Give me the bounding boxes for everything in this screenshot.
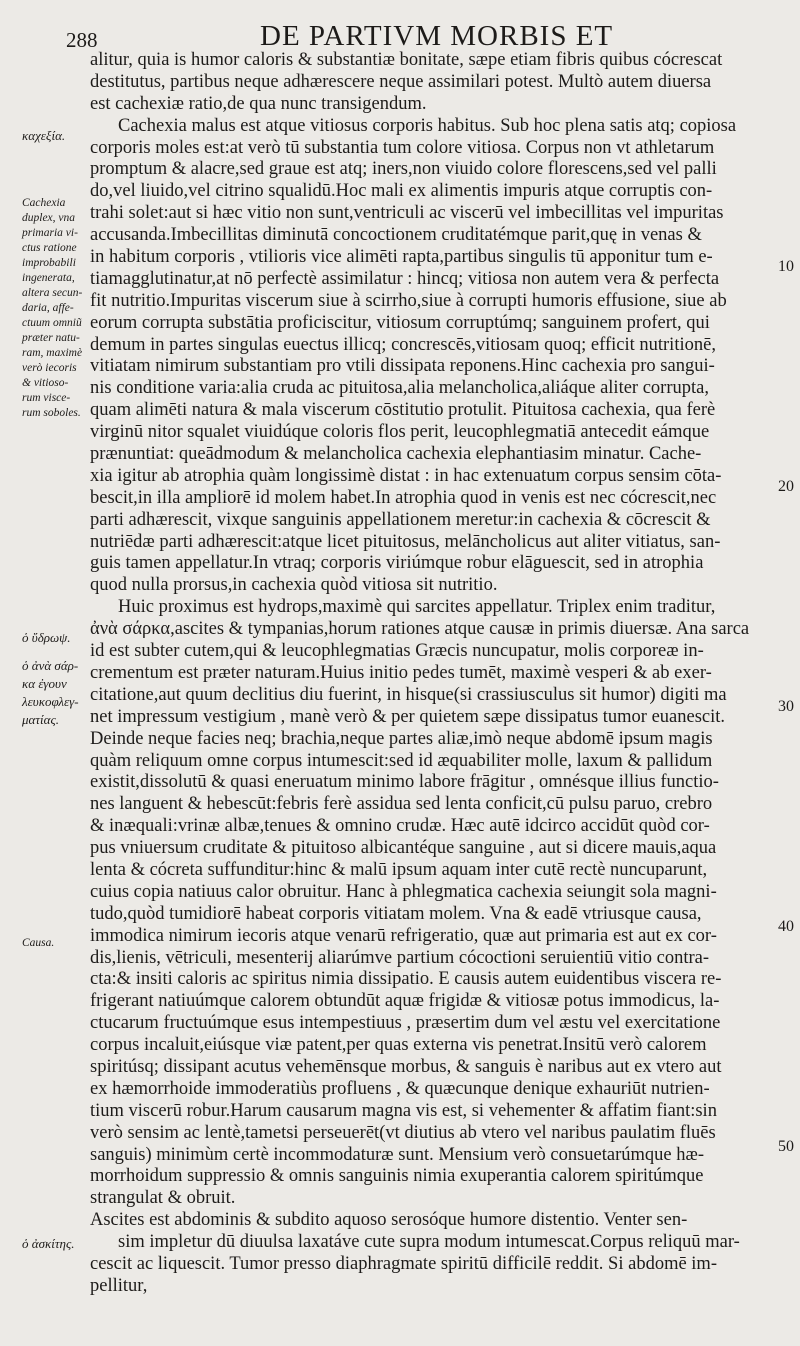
margin-note: Cachexia — [22, 197, 66, 209]
margin-note: λευκοφλεγ- — [22, 694, 79, 709]
text-line: guis tamen appellatur.In vtraq; corporis viriúmque robur elāguescit, sed in atrophia — [90, 553, 704, 574]
text-line: dis,lienis, vētriculi, mesenterij aliarúmve partium cócoctioni seruientiū vitio contra- — [90, 947, 710, 968]
text-line: id est subter cutem,qui & leucophlegmatias Græcis nuncupatur, molis corporeæ in- — [90, 641, 704, 662]
text-line: tiamagglutinatur,at nō perfectè assimilatur : hincq; vitiosa non autem vera & perfecta — [90, 268, 720, 289]
text-line: frigerant natiuúmque calorem obtundūt aquæ frigidæ & vitiosæ potus immodicus, la- — [90, 991, 720, 1012]
text-line: immodica nimirum iecoris atque venarū refrigeratio, quæ aut primaria est aut ex cor- — [90, 925, 717, 946]
text-line: cuius copia natiuus calor obruitur. Hanc à phlegmatica cachexia seiungit sola magni- — [90, 881, 717, 902]
running-head: DE PARTIVM MORBIS ET — [260, 20, 614, 52]
text-line: sanguis) minimùm certè incommodaturæ sunt. Mensium verò consuetarúmque hæ- — [90, 1144, 704, 1165]
text-line: xia igitur ab atrophia quàm longissimè distat : in hac extenuatum corpus sensim cōta- — [90, 465, 722, 486]
text-line: nis conditione varia:alia cruda ac pituitosa,alia melancholica,aliáque aliter corrupta, — [90, 378, 709, 399]
margin-note: ὁ ἀσκίτης. — [22, 1236, 75, 1251]
margin-note: ingenerata, — [22, 272, 75, 284]
text-line: tudo,quòd tumidiorē habeat corporis vitiatam molem. Vna & eadē vtriusque causa, — [90, 903, 702, 924]
margin-note: verò iecoris — [22, 362, 77, 374]
text-line: quàm reliquum omne corpus intumescit:sed id æquabiliter molle, laxum & pallidum — [90, 750, 713, 771]
text-line: promptum & alacre,sed graue est atq; iners,non viuido colore florescens,sed vel palli — [90, 159, 717, 180]
text-line: spiritúsq; dissipant acutus vehemēnsque morbus, & sanguis è naribus aut ex vtero aut — [90, 1056, 722, 1077]
text-line: cescit ac liquescit. Tumor presso diaphragmate spiritū difficilē reddit. Si abdomē im- — [90, 1253, 717, 1274]
text-line: pellitur, — [90, 1275, 148, 1296]
text-line: nes languent & hebescūt:febris ferè assidua sed lenta conficit,cū pulsu paruo, crebro — [90, 794, 713, 815]
text-line: do,vel liuido,vel citrino squalidū.Hoc mali ex alimentis impuris atque corruptis con- — [90, 181, 713, 202]
margin-note: daria, affe- — [22, 302, 74, 314]
page-header — [62, 6, 782, 52]
text-line: net impressum vestigium , manè verò & per quietem sæpe dissipatus tumor euanescit. — [90, 706, 726, 727]
text-line: corporis moles est:at verò tū substantia tum colore vitiosa. Corpus non vt athletarum — [90, 137, 715, 158]
text-line: demum in partes singulas euectus illicq; concrescēs,vitiosam quoq; efficit nutritionē, — [90, 334, 716, 355]
text-line: & inæquali:vrinæ albæ,tenues & omnino crudæ. Hæc autē idcirco accidūt quòd cor- — [90, 816, 710, 837]
text-line: existit,dissolutū & quasi eneruatum minimo labore frāgitur , omnésque illius functio- — [90, 772, 719, 793]
text-line: fit nutritio.Impuritas viscerum siue à scirrho,siue à corrupti humoris effusione, siue ab — [90, 290, 727, 311]
text-line: eorum corrupta substātia proficiscitur, vitiosum corruptúmq; sanguinem profert, qui — [90, 312, 710, 333]
margin-note: καχεξία. — [22, 128, 66, 143]
text-line: citatione,aut quum declitius diu fuerint, in hisque(si crassiusculus sit humor) digiti ma — [90, 684, 727, 705]
text-line: accusanda.Imbecillitas diminutā concoctionem cruditatémque parit,quę in venas & — [90, 225, 702, 246]
margin-note: improbabili — [22, 257, 76, 269]
margin-note: κα ἐγουν — [22, 676, 67, 691]
text-line: lenta & cócreta suffunditur:hinc & malū ipsum aquam inter cutē rectè nuncuparunt, — [90, 859, 708, 880]
text-line: ex hæmorrhoide immoderatiùs profluens , & quæcunque denique exhauriūt nutrien- — [90, 1078, 710, 1099]
text-line: morrhoidum suppressio & omnis sanguinis nimia exuperantia calorem spiritúmque — [90, 1166, 704, 1187]
text-line: Ascites est abdominis & subdito aquoso serosóque humore distentio. Venter sen- — [90, 1210, 688, 1231]
text-line: nutriēdæ parti adhærescit:atque licet pituitosus, melāncholicus aut aliter vitiatus, san- — [90, 531, 721, 552]
margin-note: rum visce- — [22, 392, 71, 404]
text-line: destitutus, partibus neque adhærescere neque assimilari potest. Multò autem diuersa — [90, 71, 712, 92]
margin-note: ram, maximè — [22, 347, 83, 359]
text-line: verò sensim ac lentè,tametsi perseuerēt(vt diutius ab vtero vel naribus paulatim fluēs — [90, 1122, 716, 1143]
text-line: alitur, quia is humor caloris & substantiæ bonitate, sæpe etiam fibris quibus cócrescat — [90, 50, 723, 70]
margin-note: ὁ ὕδρωψ. — [22, 630, 71, 645]
text-line: ctucarum fructuúmque esus intempestiuus , præsertim dum vel æstu vel exercitatione — [90, 1013, 721, 1034]
text-line: est cachexiæ ratio,de qua nunc transigendum. — [90, 93, 427, 114]
text-line: ἀνὰ σάρκα,ascites & tympanias,horum rationes atque causæ in primis diuersæ. Ana sarca — [90, 619, 750, 640]
margin-note: ctus ratione — [22, 242, 77, 254]
text-line: prænuntiat: queādmodum & melancholica cachexia elephantiasim minatur. Cache- — [90, 444, 702, 465]
margin-note: altera secun- — [22, 287, 83, 299]
text-line: Cachexia malus est atque vitiosus corporis habitus. Sub hoc plena satis atq; copiosa — [118, 115, 737, 136]
text-line: bescit,in illa ampliorē id molem habet.In atrophia quod in venis est nec cócrescit,nec — [90, 487, 717, 508]
line-number: 50 — [778, 1138, 794, 1155]
text-line: trahi solet:aut si hæc vitio non sunt,ventriculi ac viscerū vel imbecillitas vel impuritas — [90, 203, 724, 224]
margin-note: ματίας. — [22, 712, 59, 727]
margin-note: Causa. — [22, 937, 55, 949]
text-line: quod nulla prorsus,in cachexia quòd vitiosa sit nutritio. — [90, 575, 498, 596]
text-line: tium viscerū robur.Harum causarum magna vis est, si vehementer & affatim fiant:sin — [90, 1100, 717, 1121]
text-line: quam alimēti natura & mala viscerum cōstitutio protulit. Pituitosa cachexia, qua ferè — [90, 400, 716, 421]
text-line: crementum est præter naturam.Huius initio pedes tumēt, maximè vesperi & ab exer- — [90, 662, 712, 683]
text-line: in habitum corporis , vtilioris vice alimēti rapta,partibus singulis tū apponitur tum e- — [90, 247, 713, 268]
body-text — [90, 50, 786, 1298]
margin-note: primaria vi- — [22, 227, 78, 239]
margin-note: ctuum omniũ — [22, 317, 82, 329]
line-number: 10 — [778, 258, 794, 275]
line-number: 40 — [778, 918, 794, 935]
page-number: 288 — [66, 28, 98, 52]
text-line: vitiatam nimirum substantiam pro vtili dissipata reponens.Hinc cachexia pro sangui- — [90, 356, 715, 377]
text-line: parti adhærescit, vixque sanguinis appellationem meretur:in cachexia & cōcrescit & — [90, 509, 711, 530]
text-line: Deinde neque facies neq; brachia,neque partes aliæ,imò neque abdomē ipsum magis — [90, 728, 713, 749]
line-number: 30 — [778, 698, 794, 715]
margin-note: præter natu- — [22, 332, 80, 344]
text-line: corpus incaluit,eiúsque viæ patent,per quas externa vis penetrat.Insitū verò calorem — [90, 1035, 707, 1056]
text-line: sim impletur dū diuulsa laxatáve cute supra modum intumescat.Corpus reliquū mar- — [118, 1232, 740, 1253]
text-line: cta:& insiti caloris ac spiritus nimia dissipatio. E causis autem euidentibus viscera re- — [90, 969, 722, 990]
margin-note: rum soboles. — [22, 407, 81, 419]
text-line: pus vniuersum cruditate & pituitoso albicantéque sanguine , aut si dicere mauis,aqua — [90, 838, 717, 859]
text-line: Huic proximus est hydrops,maximè qui sarcites appellatur. Triplex enim traditur, — [118, 597, 716, 618]
margin-note: ὁ ἀνὰ σάρ- — [22, 658, 79, 673]
margin-note: duplex, vna — [22, 212, 76, 224]
text-line: strangulat & obruit. — [90, 1188, 236, 1209]
margin-note: & vitioso- — [22, 377, 69, 389]
line-number: 20 — [778, 478, 794, 495]
text-line: virginū nitor squalet viuidúque coloris flos perit, leucophlegmatiā antecedit eámque — [90, 422, 710, 443]
